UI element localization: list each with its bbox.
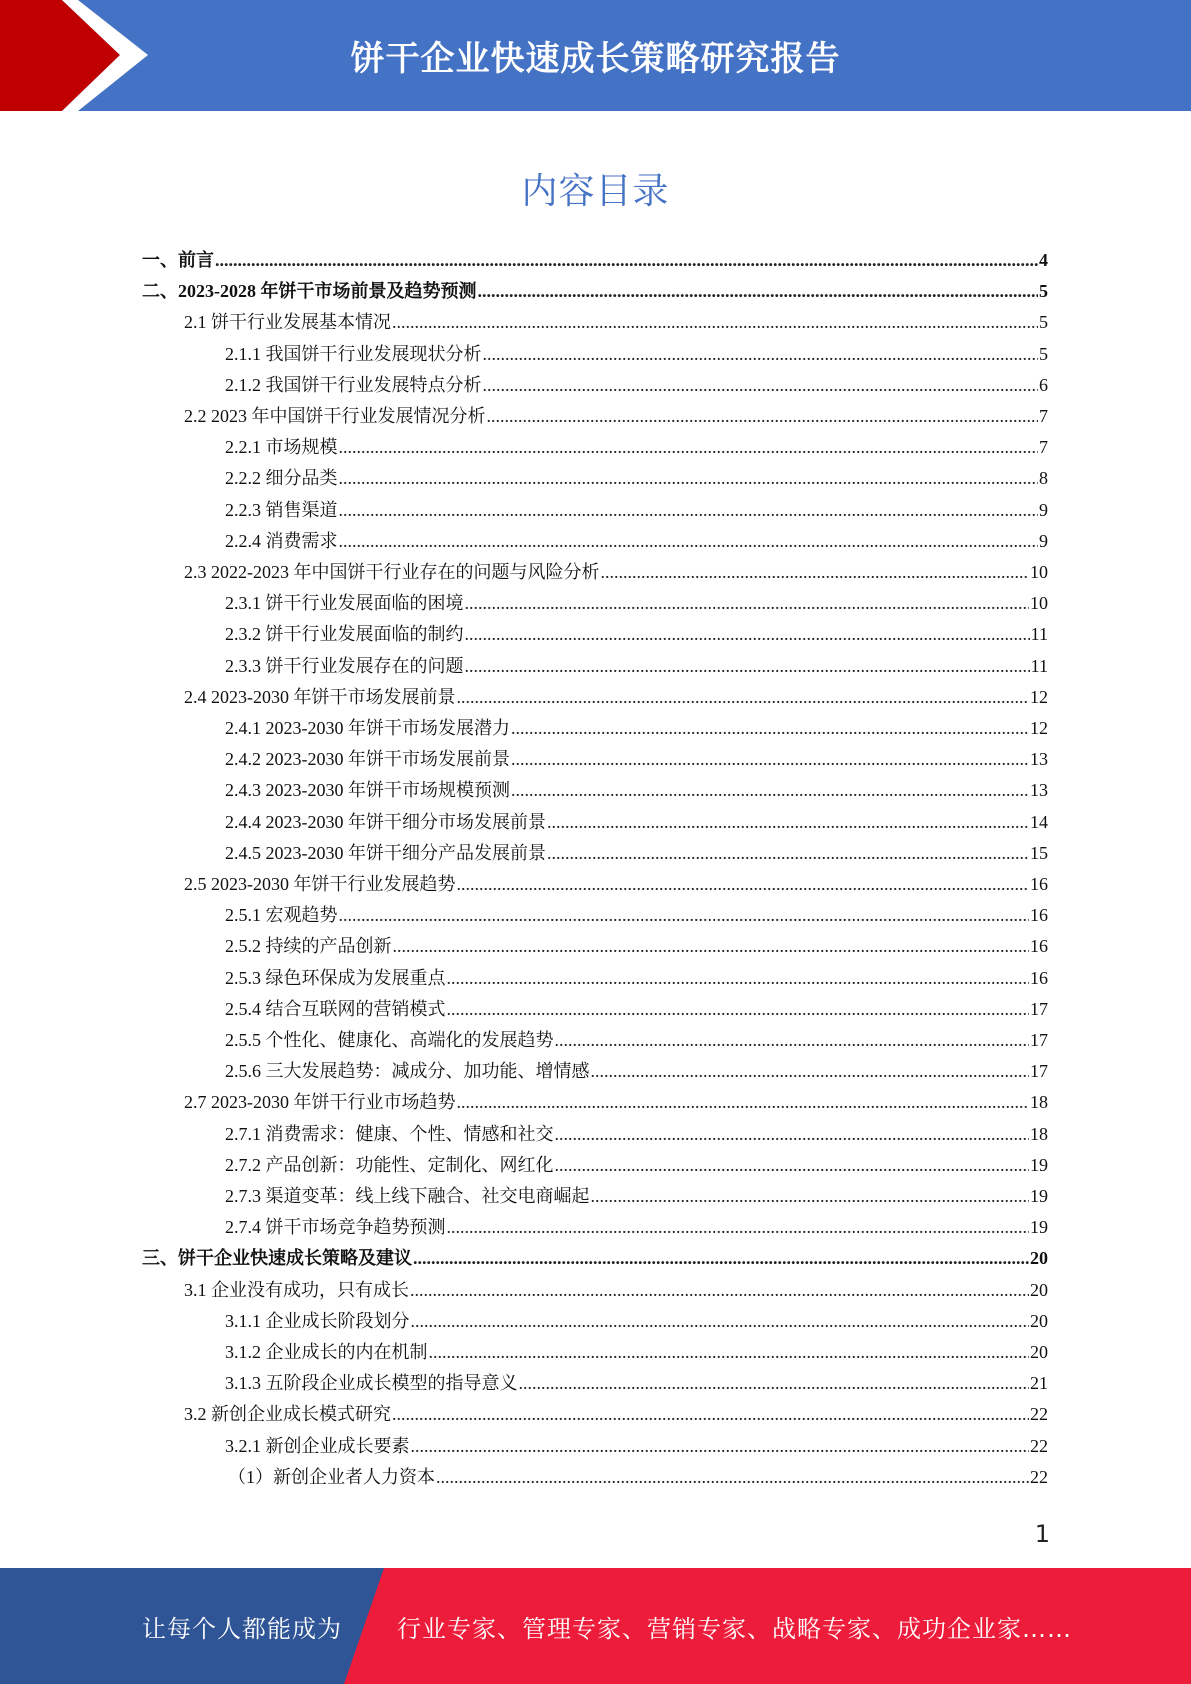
header-banner [0,0,1191,111]
toc-entry[interactable] [225,770,1048,801]
toc-entry-label: 3.1.1 企业成长阶段划分 [225,1310,410,1331]
toc-entry-label: 2.5.6 三大发展趋势：减成分、加功能、增情感 [225,1061,590,1082]
toc-entry[interactable] [225,646,1048,677]
toc-leader-dots [429,1341,1030,1363]
toc-leader-dots [339,904,1030,926]
toc-leader-dots [393,935,1030,957]
toc-entry-label: 2.7.4 饼干市场竞争趋势预测 [225,1217,446,1238]
toc-entry-page: 15 [1030,842,1048,863]
toc-entry-label: 二、2023-2028 年饼干市场前景及趋势预测 [142,281,477,302]
toc-entry-label: 2.7.1 消费需求：健康、个性、情感和社交 [225,1123,554,1144]
toc-entry-label: 2.2.4 消费需求 [225,530,338,551]
toc-entry-page: 18 [1030,1092,1048,1113]
toc-entry-page: 12 [1030,718,1048,738]
toc-leader-dots [511,717,1029,739]
toc-heading: 内容目录 [521,171,670,212]
toc-entry[interactable] [225,1363,1048,1394]
toc-entry-label: 3.1.3 五阶段企业成长模型的指导意义 [225,1373,518,1394]
page-number: 1 [1034,1520,1050,1548]
toc-leader-dots [447,998,1030,1020]
toc-entry-page: 19 [1030,1186,1048,1206]
toc-entry-page: 9 [1039,499,1048,520]
toc-entry[interactable] [225,833,1048,864]
toc-leader-dots [465,623,1030,645]
toc-entry-label: 2.1.2 我国饼干行业发展特点分析 [225,374,482,395]
toc-entry-page: 4 [1039,250,1048,270]
footer-banner [0,1568,1191,1684]
toc-entry-label: 2.5.2 持续的产品创新 [225,936,392,957]
toc-entry-label: 2.7.2 产品创新：功能性、定制化、网红化 [225,1154,554,1175]
toc-entry[interactable] [225,458,1048,489]
toc-entry-label: 2.4.2 2023-2030 年饼干市场发展前景 [225,749,510,770]
toc-leader-dots [483,374,1039,396]
toc-entry-page: 8 [1039,468,1048,489]
toc-leader-dots [411,1435,1030,1457]
toc-entry[interactable] [225,895,1048,926]
report-title [0,0,1191,111]
toc-entry-label: 2.7 2023-2030 年饼干行业市场趋势 [184,1092,456,1113]
toc-entry-page: 16 [1030,967,1048,988]
toc-entry-page: 12 [1030,686,1048,707]
toc-entry[interactable] [184,302,1048,333]
toc-entry-page: 20 [1030,1279,1048,1300]
toc-entry[interactable] [225,521,1048,552]
toc-entry-page: 21 [1030,1373,1048,1394]
toc-leader-dots [478,280,1039,302]
toc-entry-page: 9 [1039,530,1048,551]
toc-entry-label: 2.5.4 结合互联网的营销模式 [225,998,446,1019]
toc-entry-page: 22 [1030,1466,1048,1487]
toc-entry[interactable] [142,240,1048,271]
toc-leader-dots [555,1154,1030,1176]
toc-entry[interactable] [225,490,1048,521]
toc-entry-page: 14 [1030,811,1048,832]
report-title-text: 饼干企业快速成长策略研究报告 [350,39,841,79]
toc-leader-dots [511,779,1029,801]
toc-entry[interactable] [225,739,1048,770]
toc-leader-dots [511,748,1029,770]
toc-leader-dots [555,1029,1030,1051]
toc-entry-label: 3.2.1 新创企业成长要素 [225,1435,410,1456]
toc-leader-dots [591,1185,1030,1207]
toc-entry[interactable] [225,614,1048,645]
toc-entry-page: 17 [1030,1030,1048,1050]
toc-entry-label: 2.1.1 我国饼干行业发展现状分析 [225,343,482,364]
toc-entry-page: 13 [1030,749,1048,770]
toc-leader-dots [447,1216,1030,1238]
toc-entry-page: 17 [1030,998,1048,1019]
toc-entry-label: 2.7.3 渠道变革：线上线下融合、社交电商崛起 [225,1186,590,1206]
toc-entry-page: 17 [1030,1061,1048,1082]
toc-entry-page: 19 [1030,1154,1048,1175]
toc-entry[interactable] [225,334,1048,365]
toc-entry[interactable] [184,677,1048,708]
toc-leader-dots [519,1372,1030,1394]
toc-entry[interactable] [228,1457,1048,1488]
toc-entry-label: 2.3.2 饼干行业发展面临的制约 [225,624,464,645]
toc-entry[interactable] [142,271,1048,302]
toc-entry[interactable] [225,1332,1048,1363]
toc-entry[interactable] [225,1051,1048,1082]
toc-entry[interactable] [225,926,1048,957]
toc-entry-label: 2.3.3 饼干行业发展存在的问题 [225,655,464,676]
toc-entry[interactable] [225,1176,1048,1207]
toc-entry-page: 22 [1030,1404,1048,1425]
toc-entry-label: 2.3.1 饼干行业发展面临的困境 [225,593,464,614]
toc-leader-dots [339,467,1039,489]
toc-entry-label: 2.2.2 细分品类 [225,468,338,489]
toc-entry[interactable] [184,396,1048,427]
toc-entry-page: 20 [1030,1248,1048,1269]
toc-entry-label: 2.4 2023-2030 年饼干市场发展前景 [184,686,456,707]
toc-entry[interactable] [184,1082,1048,1113]
toc-entry-page: 18 [1030,1123,1048,1144]
toc-entry-page: 10 [1030,562,1048,582]
footer-slogan-right: 行业专家、管理专家、营销专家、战略专家、成功企业家…… [397,1614,1072,1643]
toc-entry-label: 2.4.1 2023-2030 年饼干市场发展潜力 [225,718,510,738]
toc-entry-page: 5 [1039,343,1048,364]
toc-entry[interactable] [184,1394,1048,1425]
toc-entry[interactable] [225,1114,1048,1145]
toc-leader-dots [465,592,1030,614]
toc-leader-dots [413,1247,1029,1269]
toc-leader-dots [215,249,1038,271]
toc-leader-dots [392,311,1038,333]
toc-entry[interactable] [225,1207,1048,1238]
toc-leader-dots [483,343,1039,365]
toc-leader-dots [339,499,1039,521]
toc-entry[interactable] [225,1020,1048,1051]
toc-entry-page: 11 [1030,624,1048,645]
toc-entry-page: 5 [1039,312,1048,333]
footer-slogan-left: 让每个人都能成为 [142,1614,342,1643]
toc-entry[interactable] [225,427,1048,458]
toc-entry-page: 19 [1030,1217,1048,1238]
toc-leader-dots [457,686,1030,708]
toc-entry[interactable] [184,1270,1048,1301]
toc-entry[interactable] [225,365,1048,396]
toc-entry-label: 2.1 饼干行业发展基本情况 [184,312,391,333]
toc-entry-label: 2.4.5 2023-2030 年饼干细分产品发展前景 [225,842,546,863]
toc-entry-label: 2.5.1 宏观趋势 [225,905,338,926]
toc-entry-page: 5 [1039,281,1048,302]
toc-entry[interactable] [184,864,1048,895]
toc-entry[interactable] [225,802,1048,833]
toc-entry[interactable] [184,552,1048,583]
toc-entry-label: 三、饼干企业快速成长策略及建议 [142,1248,412,1269]
toc-leader-dots [601,561,1030,583]
toc-entry-page: 7 [1039,437,1048,458]
toc-entry-page: 20 [1030,1342,1048,1362]
toc-entry-page: 16 [1030,936,1048,957]
toc-leader-dots [547,811,1029,833]
toc-entry[interactable] [225,1301,1048,1332]
toc-leader-dots [457,1091,1030,1113]
toc-leader-dots [436,1466,1029,1488]
toc-entry[interactable] [142,1238,1048,1269]
toc-entry-label: 一、前言 [142,250,214,270]
toc-entry[interactable] [225,958,1048,989]
toc-entry-label: 2.2 2023 年中国饼干行业发展情况分析 [184,406,486,426]
toc-entry-page: 22 [1030,1435,1048,1456]
toc-entry-label: 2.2.3 销售渠道 [225,499,338,520]
toc-leader-dots [547,842,1029,864]
toc-leader-dots [457,873,1030,895]
toc-entry-page: 6 [1039,374,1048,395]
toc-leader-dots [487,405,1039,427]
toc-entry-label: 2.4.4 2023-2030 年饼干细分市场发展前景 [225,811,546,832]
toc-entry-page: 11 [1030,655,1048,676]
toc-entry-label: 3.2 新创企业成长模式研究 [184,1404,391,1425]
toc-entry-label: 2.5.3 绿色环保成为发展重点 [225,967,446,988]
toc-entry-page: 7 [1039,406,1048,426]
toc-entry-label: 3.1.2 企业成长的内在机制 [225,1342,428,1362]
toc-entry-page: 20 [1030,1310,1048,1331]
toc-entry-label: 2.5.5 个性化、健康化、高端化的发展趋势 [225,1030,554,1050]
toc-entry-page: 10 [1030,593,1048,614]
toc-leader-dots [339,436,1039,458]
toc-entry-label: 2.2.1 市场规模 [225,437,338,458]
toc-entry-label: 2.3 2022-2023 年中国饼干行业存在的问题与风险分析 [184,562,600,582]
toc-entry-label: （1）新创企业者人力资本 [228,1466,435,1487]
toc-entry-page: 16 [1030,874,1048,894]
toc-leader-dots [410,1279,1029,1301]
toc-leader-dots [555,1123,1030,1145]
toc-leader-dots [447,967,1030,989]
toc-entry-page: 16 [1030,905,1048,926]
toc-entry[interactable] [225,1426,1048,1457]
toc-entry[interactable] [225,583,1048,614]
toc-leader-dots [411,1310,1030,1332]
toc-leader-dots [339,530,1039,552]
toc-entry[interactable] [225,989,1048,1020]
toc-entry-label: 3.1 企业没有成功，只有成长 [184,1279,409,1300]
toc-entry[interactable] [225,708,1048,739]
toc-leader-dots [591,1060,1030,1082]
toc-leader-dots [392,1403,1029,1425]
toc-entry-label: 2.4.3 2023-2030 年饼干市场规模预测 [225,780,510,801]
toc-entry[interactable] [225,1145,1048,1176]
toc-leader-dots [465,655,1030,677]
toc-entry-label: 2.5 2023-2030 年饼干行业发展趋势 [184,874,456,894]
toc-entry-page: 13 [1030,780,1048,801]
